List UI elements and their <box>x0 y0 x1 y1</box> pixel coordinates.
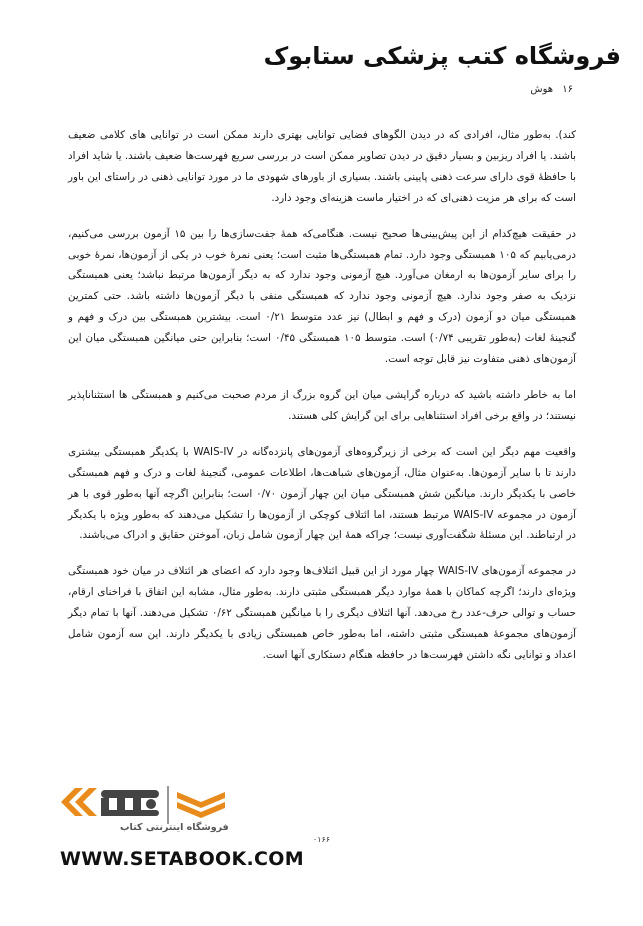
page-number: ۰۱۶۶ <box>312 835 331 844</box>
page-label: ۱۶ <box>562 84 573 95</box>
store-title: فروشگاه کتب پزشکی ستابوک <box>263 42 621 70</box>
paragraph-5: در مجموعه آزمون‌های WAIS-IV چهار مورد از این قبیل ائتلاف‌ها وجود دارد که اعضای هر ائتلاف در میان خود همبستگی ویژه‌ای دارند؛ اگرچه کماکان با همهٔ موارد دیگر همبستگی مثبتی دارند. به‌طور مثال، مشابه این اتفاق با فراخنای ارقام، حساب و توالی حرف-عدد رخ می‌دهد. آنها ائتلاف دیگری را با میانگین همبستگی ۰/۶۲ تشکیل می‌دهند. آنها با تمام دیگر آزمون‌های مجموعهٔ همبستگی مثبتی داشته، اما به‌طور خاص همبستگی زیادی با یکدیگر دارند. این سه آزمون شامل اعداد و توانایی نگه داشتن فهرست‌ها در حافظه هنگام دستکاری آنها است. <box>68 565 577 661</box>
paragraph-4: واقعیت مهم دیگر این است که برخی از زیرگروه‌های آزمون‌های پانزده‌گانه در WAIS-IV با یکدیگر همبستگی بیشتری دارند تا با سایر آزمون‌ها. به‌عنوان مثال، آزمون‌های شباهت‌ها، اطلاعات عمومی، گنجینهٔ لغات و درک و فهم همبستگی خاصی با یکدیگر دارند. میانگین شش همبستگی میان این چهار آزمون ۰/۷۰ است؛ بنابراین اگرچه آنها به‌طور قوی با هر آزمون در مجموعه WAIS-IV مرتبط هستند، اما ائتلاف کوچکی از آزمون‌ها را تشکیل می‌دهند که به‌طور ویژه با یکدیگر در ارتباطند. این مسئلهٔ شگفت‌آوری نیست؛ چراکه همهٔ این چهار آزمون شامل زبان، آموختن حقایق و ادراک می‌باشند. <box>68 445 576 542</box>
logo-url: WWW.SETABOOK.COM <box>60 848 304 870</box>
paragraph-3: اما به خاطر داشته باشید که درباره گرایشی میان این گروه بزرگ از مردم صحبت می‌کنیم و همبستگی ها استثناناپذیر نیستند؛ در واقع برخی افراد استثناهایی برای این گرایش کلی هستند. <box>68 388 576 422</box>
logo-tagline: فروشگاه اینترنتی کتاب <box>120 822 229 833</box>
paragraph-1: کند). به‌طور مثال، افرادی که در دیدن الگوهای فضایی توانایی بهتری دارند ممکن است در توانایی های کلامی ضعیف باشند. یا افراد ریزبین و بسیار دقیق در دیدن تصاویر ممکن است در بررسی سریع فهرست‌ها ضعیف باشند. یا شاید افراد با حافظهٔ قوی دارای سرعت ذهنی پایینی باشند. بسیاری از باورهای شهودی ما در مورد توانایی ذهنی در راستای این باور است که برای هر مزیت ذهنی‌ای که در اختیار ماست هزینه‌ای وجود دارد. <box>68 129 576 204</box>
paragraph-2: در حقیقت هیچ‌کدام از این پیش‌بینی‌ها صحیح نیست. هنگامی‌که همهٔ جفت‌سازی‌ها را بین ۱۵ آزمون بررسی می‌کنیم، درمی‌یابیم که ۱۰۵ همبستگی وجود دارد. تمام همبستگی‌ها مثبت است؛ یعنی نمرهٔ خوب در یکی از آزمون‌ها، نمرهٔ خوبی را برای سایر آزمون‌ها به ارمغان می‌آورد. هیچ آزمونی وجود ندارد که به دیگر آزمون‌ها مرتبط نباشد؛ یعنی همبستگی نزدیک به صفر وجود ندارد. هیچ آزمونی وجود ندارد که همبستگی منفی با دیگر آزمون‌ها داشته باشد. حتی کمترین همبستگی میان دو آزمون (درک و فهم و ابطال) نیز عدد متوسط ۰/۲۱ است. بیشترین همبستگی بین درک و فهم و گنجینهٔ لغات (به‌طور تقریبی ۰/۷۴) است. متوسط ۱۰۵ همبستگی ۰/۴۵ است؛ بنابراین حتی میانگین همبستگی میان این آزمون‌های ذهنی متفاوت نیز قابل توجه است. <box>68 227 577 366</box>
body-text <box>68 125 576 681</box>
running-head <box>524 84 573 95</box>
chapter-name: هوش <box>530 84 554 95</box>
